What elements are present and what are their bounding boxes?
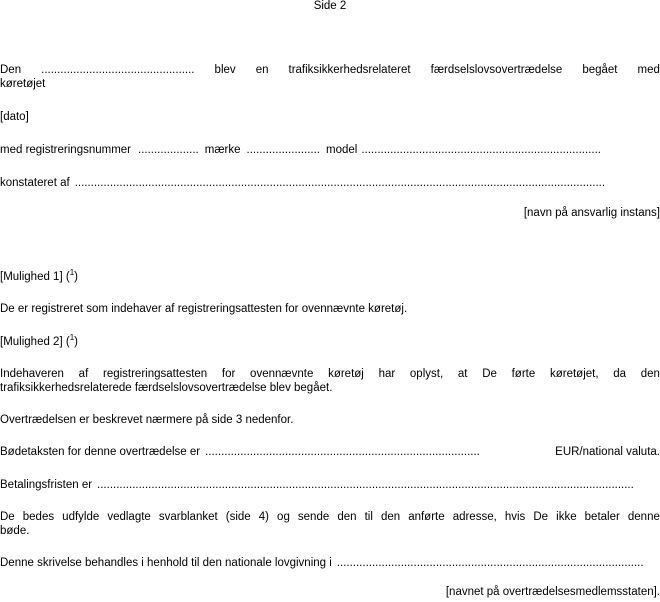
observed-by-blank: ......................................................................................................................................................................: [74, 177, 606, 189]
registration-blank: ...................: [138, 144, 199, 156]
option-2-text-2: trafiksikkerhedsrelaterede færdselslovsovertrædelse blev begået.: [0, 382, 333, 394]
fine-amount-line: [0, 445, 660, 459]
payment-deadline-blank: ........................................................................................................................................................................: [97, 479, 634, 491]
date-blank: ................................................: [41, 64, 195, 76]
reply-form-text-2: bøde.: [0, 525, 30, 537]
intro-word: blev: [214, 64, 236, 76]
page-number: Side 2: [313, 0, 347, 12]
intro-word: begået: [582, 64, 618, 76]
page-3-reference: Overtrædelsen er beskrevet nærmere på side 3 nedenfor.: [0, 414, 294, 426]
intro-word: Den: [0, 64, 22, 76]
observed-by-label: konstateret af: [0, 177, 70, 189]
option-2-heading: [Mulighed 2] ($^1$): [0, 333, 78, 348]
option-1-heading: [Mulighed 1] ($^1$): [0, 268, 78, 283]
payment-deadline-label: Betalingsfristen er: [0, 479, 93, 491]
payment-deadline-line: [0, 478, 660, 492]
currency-label: EUR/national valuta.: [555, 446, 660, 458]
observed-by-line: [0, 176, 660, 190]
footnote-ref: 1: [69, 333, 75, 343]
legislation-blank: ................................................................................................: [336, 557, 644, 569]
fine-amount-label: Bødetaksten for denne overtrædelse er: [0, 446, 201, 458]
intro-word: færdselslovsovertrædelse: [430, 64, 563, 76]
authority-placeholder: [navn på ansvarlig instans]: [523, 207, 660, 219]
reply-form-text: De bedes udfylde vedlagte svarblanket (side 4) og sende den til den anførte adresse, hvis De ikke betaler denne: [0, 511, 660, 523]
option-2-text: Indehaveren af registreringsattesten for ovennævnte køretøj har oplyst, at De førte køretøjet, da den: [0, 368, 660, 380]
legislation-label: Denne skrivelse behandles i henhold til den nationale lovgivning i: [0, 557, 332, 569]
registration-label: med registreringsnummer: [0, 144, 132, 156]
model-label: model: [326, 144, 358, 156]
model-blank: ...........................................................................: [361, 144, 601, 156]
footnote-ref: 1: [69, 268, 75, 278]
intro-word: en: [255, 64, 269, 76]
intro-line-2: køretøjet: [0, 78, 46, 90]
intro-line: [0, 63, 660, 77]
option-1-text: De er registreret som indehaver af registreringsattesten for ovennævnte køretøj.: [0, 303, 408, 315]
registration-line: [0, 143, 660, 157]
member-state-placeholder: [navnet på overtrædelsesmedlemsstaten].: [445, 586, 660, 598]
date-placeholder: [dato]: [0, 111, 29, 123]
brand-blank: .......................: [246, 144, 321, 156]
intro-word: med: [637, 64, 660, 76]
legislation-line: [0, 556, 660, 570]
intro-word: trafiksikkerhedsrelateret: [288, 64, 411, 76]
brand-label: mærke: [204, 144, 241, 156]
fine-amount-blank: ......................................................................................: [205, 446, 480, 458]
